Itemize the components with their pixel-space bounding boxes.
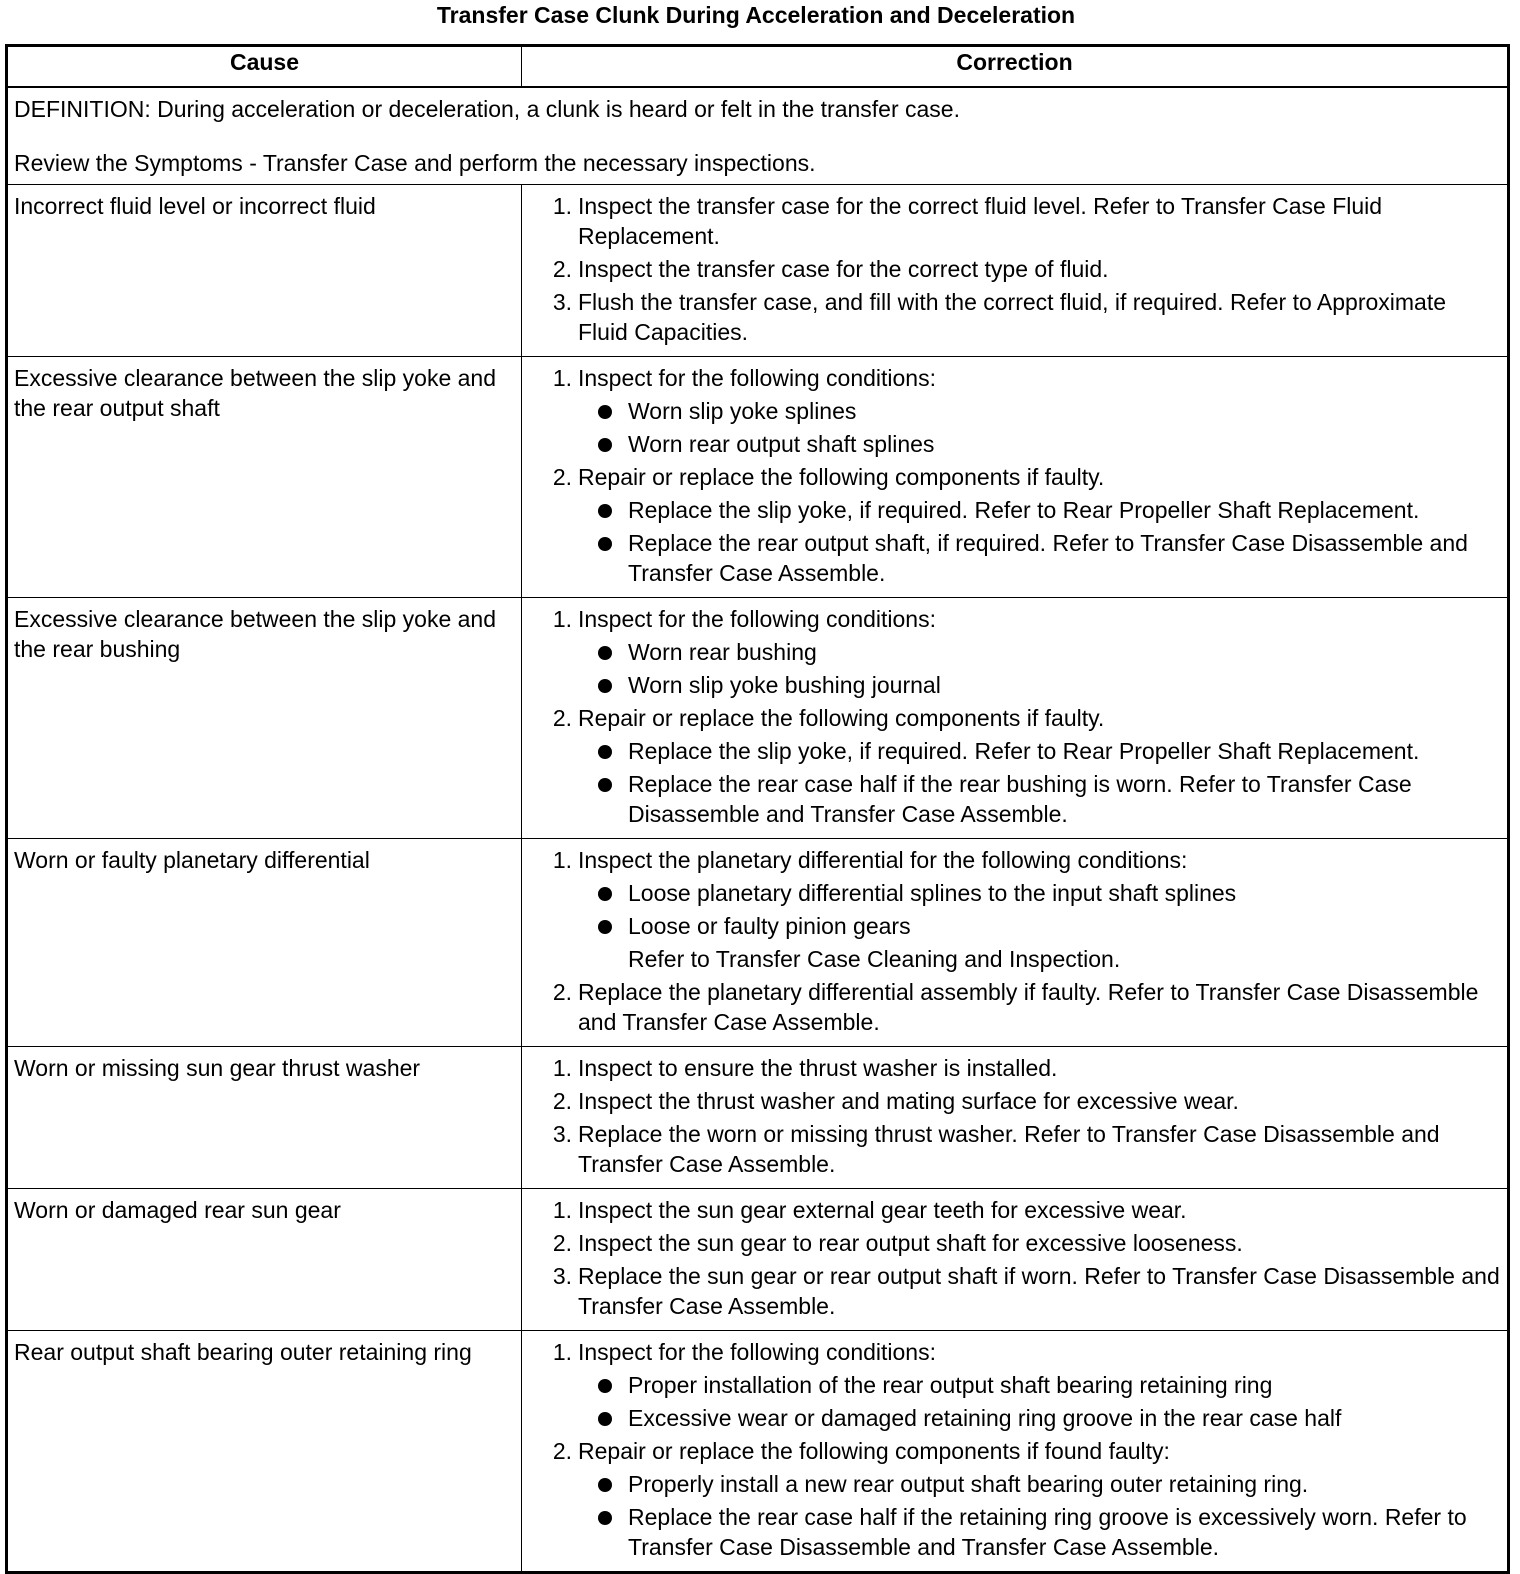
correction-step bbox=[542, 845, 1501, 875]
bullet-icon bbox=[598, 1379, 612, 1393]
step-text: Repair or replace the following components if faulty. bbox=[578, 464, 1105, 490]
bullet-text: Worn rear output shaft splines bbox=[628, 431, 935, 457]
bullet-item bbox=[542, 878, 1501, 908]
bullet-icon bbox=[598, 745, 612, 759]
bullet-icon bbox=[598, 537, 612, 551]
table-row bbox=[7, 185, 1509, 357]
bullet-item bbox=[542, 528, 1501, 588]
bullet-icon bbox=[598, 1511, 612, 1525]
bullet-icon bbox=[598, 1412, 612, 1426]
correction-step bbox=[542, 977, 1501, 1037]
correction-cell bbox=[522, 357, 1509, 598]
bullet-icon bbox=[598, 405, 612, 419]
table-row bbox=[7, 598, 1509, 839]
bullet-item bbox=[542, 495, 1501, 525]
bullet-icon bbox=[598, 438, 612, 452]
definition-row bbox=[7, 87, 1509, 185]
correction-step bbox=[542, 254, 1501, 284]
correction-step bbox=[542, 1195, 1501, 1225]
step-number: 1. bbox=[552, 1055, 572, 1081]
correction-step bbox=[542, 1436, 1501, 1466]
correction-step bbox=[542, 191, 1501, 251]
table-row bbox=[7, 839, 1509, 1047]
definition-text: DEFINITION: During acceleration or deceleration, a clunk is heard or felt in the transfer case. bbox=[14, 96, 960, 122]
step-number: 1. bbox=[552, 1197, 572, 1223]
step-text: Inspect to ensure the thrust washer is installed. bbox=[578, 1055, 1058, 1081]
bullet-icon bbox=[598, 646, 612, 660]
correction-cell bbox=[522, 598, 1509, 839]
cause-cell: Rear output shaft bearing outer retaining ring bbox=[7, 1331, 522, 1573]
cause-cell: Excessive clearance between the slip yoke and the rear output shaft bbox=[7, 357, 522, 598]
correction-cell bbox=[522, 1189, 1509, 1331]
bullet-icon bbox=[598, 504, 612, 518]
header-row bbox=[7, 46, 1509, 88]
definition-cell bbox=[7, 87, 1509, 185]
bullet-item bbox=[542, 429, 1501, 459]
step-text: Repair or replace the following components if found faulty: bbox=[578, 1438, 1170, 1464]
bullet-text: Worn slip yoke bushing journal bbox=[628, 672, 941, 698]
bullet-text: Loose or faulty pinion gears bbox=[628, 913, 911, 939]
step-text: Inspect the transfer case for the correct fluid level. Refer to Transfer Case Fluid Replacement. bbox=[578, 193, 1383, 249]
step-text: Flush the transfer case, and fill with the correct fluid, if required. Refer to Approximate Fluid Capacities. bbox=[578, 289, 1447, 345]
bullet-icon bbox=[598, 1478, 612, 1492]
bullet-item bbox=[542, 1370, 1501, 1400]
correction-cell bbox=[522, 839, 1509, 1047]
cause-cell: Worn or damaged rear sun gear bbox=[7, 1189, 522, 1331]
diagnostic-table bbox=[5, 44, 1510, 1574]
bullet-text: Worn rear bushing bbox=[628, 639, 817, 665]
step-number: 1. bbox=[552, 606, 572, 632]
bullet-item bbox=[542, 1502, 1501, 1562]
correction-step bbox=[542, 1086, 1501, 1116]
step-number: 1. bbox=[552, 193, 572, 219]
step-number: 3. bbox=[552, 289, 572, 315]
step-number: 2. bbox=[552, 979, 572, 1005]
step-text: Inspect for the following conditions: bbox=[578, 1339, 936, 1365]
bullet-text: Properly install a new rear output shaft bearing outer retaining ring. bbox=[628, 1471, 1309, 1497]
correction-cell bbox=[522, 185, 1509, 357]
bullet-icon bbox=[598, 679, 612, 693]
step-text: Inspect the thrust washer and mating surface for excessive wear. bbox=[578, 1088, 1239, 1114]
step-text: Inspect the planetary differential for the following conditions: bbox=[578, 847, 1188, 873]
step-text: Inspect the sun gear external gear teeth for excessive wear. bbox=[578, 1197, 1187, 1223]
step-text: Inspect for the following conditions: bbox=[578, 606, 936, 632]
bullet-text: Replace the slip yoke, if required. Refer to Rear Propeller Shaft Replacement. bbox=[628, 497, 1420, 523]
cause-cell: Worn or faulty planetary differential bbox=[7, 839, 522, 1047]
step-number: 2. bbox=[552, 1230, 572, 1256]
correction-cell bbox=[522, 1331, 1509, 1573]
bullet-item bbox=[542, 1469, 1501, 1499]
step-number: 2. bbox=[552, 705, 572, 731]
correction-step bbox=[542, 1053, 1501, 1083]
correction-cell bbox=[522, 1047, 1509, 1189]
correction-step bbox=[542, 1337, 1501, 1367]
correction-step bbox=[542, 462, 1501, 492]
step-reference-text: Refer to Transfer Case Cleaning and Inspection. bbox=[628, 946, 1121, 972]
bullet-text: Replace the slip yoke, if required. Refer to Rear Propeller Shaft Replacement. bbox=[628, 738, 1420, 764]
bullet-icon bbox=[598, 920, 612, 934]
bullet-text: Proper installation of the rear output shaft bearing retaining ring bbox=[628, 1372, 1273, 1398]
step-number: 2. bbox=[552, 1088, 572, 1114]
step-text: Inspect the sun gear to rear output shaft for excessive looseness. bbox=[578, 1230, 1243, 1256]
cause-cell: Incorrect fluid level or incorrect fluid bbox=[7, 185, 522, 357]
definition-instruction: Review the Symptoms - Transfer Case and perform the necessary inspections. bbox=[14, 150, 816, 176]
step-number: 1. bbox=[552, 1339, 572, 1365]
page-title: Transfer Case Clunk During Acceleration and Deceleration bbox=[436, 2, 1076, 28]
bullet-icon bbox=[598, 778, 612, 792]
step-text: Inspect the transfer case for the correct type of fluid. bbox=[578, 256, 1109, 282]
step-number: 1. bbox=[552, 847, 572, 873]
cause-header: Cause bbox=[7, 46, 522, 88]
bullet-item bbox=[542, 637, 1501, 667]
bullet-item bbox=[542, 1403, 1501, 1433]
step-text: Repair or replace the following components if faulty. bbox=[578, 705, 1105, 731]
bullet-item bbox=[542, 769, 1501, 829]
bullet-text: Excessive wear or damaged retaining ring groove in the rear case half bbox=[628, 1405, 1342, 1431]
correction-step bbox=[542, 1261, 1501, 1321]
correction-step bbox=[542, 1119, 1501, 1179]
bullet-item bbox=[542, 911, 1501, 941]
bullet-text: Loose planetary differential splines to the input shaft splines bbox=[628, 880, 1237, 906]
correction-step bbox=[542, 1228, 1501, 1258]
bullet-item bbox=[542, 670, 1501, 700]
table-row bbox=[7, 357, 1509, 598]
cause-cell: Excessive clearance between the slip yoke and the rear bushing bbox=[7, 598, 522, 839]
bullet-text: Replace the rear case half if the rear bushing is worn. Refer to Transfer Case Disassemble and Transfer Case Assemble. bbox=[628, 771, 1412, 827]
step-number: 3. bbox=[552, 1263, 572, 1289]
bullet-item bbox=[542, 396, 1501, 426]
bullet-item bbox=[542, 736, 1501, 766]
step-number: 1. bbox=[552, 365, 572, 391]
bullet-icon bbox=[598, 887, 612, 901]
correction-header: Correction bbox=[522, 46, 1509, 88]
bullet-text: Replace the rear case half if the retaining ring groove is excessively worn. Refer to Transfer Case Disassemble and Transfer Case Assemble. bbox=[628, 1504, 1467, 1560]
bullet-text: Worn slip yoke splines bbox=[628, 398, 857, 424]
correction-step bbox=[542, 703, 1501, 733]
step-text: Replace the planetary differential assembly if faulty. Refer to Transfer Case Disassemble and Transfer Case Assemble. bbox=[578, 979, 1479, 1035]
step-number: 2. bbox=[552, 1438, 572, 1464]
step-number: 2. bbox=[552, 464, 572, 490]
correction-step bbox=[542, 604, 1501, 634]
correction-step bbox=[542, 363, 1501, 393]
step-number: 3. bbox=[552, 1121, 572, 1147]
table-row bbox=[7, 1047, 1509, 1189]
bullet-text: Replace the rear output shaft, if required. Refer to Transfer Case Disassemble and Transfer Case Assemble. bbox=[628, 530, 1468, 586]
cause-cell: Worn or missing sun gear thrust washer bbox=[7, 1047, 522, 1189]
step-text: Inspect for the following conditions: bbox=[578, 365, 936, 391]
step-text: Replace the sun gear or rear output shaft if worn. Refer to Transfer Case Disassemble and Transfer Case Assemble. bbox=[578, 1263, 1500, 1319]
correction-step bbox=[542, 287, 1501, 347]
table-row bbox=[7, 1189, 1509, 1331]
step-text: Replace the worn or missing thrust washer. Refer to Transfer Case Disassemble and Transfer Case Assemble. bbox=[578, 1121, 1440, 1177]
table-row bbox=[7, 1331, 1509, 1573]
step-number: 2. bbox=[552, 256, 572, 282]
